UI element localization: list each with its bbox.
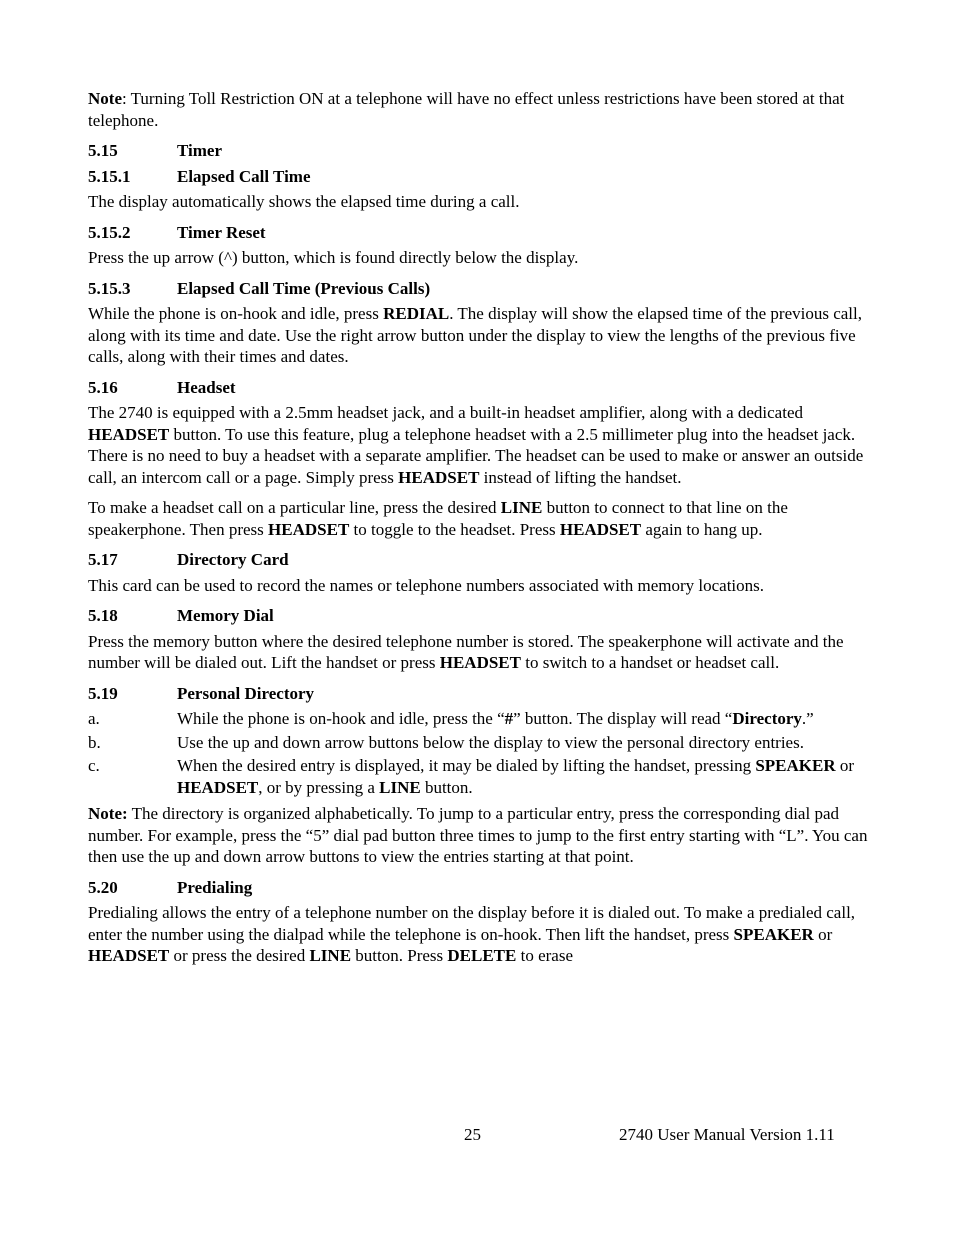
heading-5-19: 5.19 Personal Directory <box>88 683 315 703</box>
heading-5-15-3: 5.15.3 Elapsed Call Time (Previous Calls) <box>88 278 431 298</box>
heading-5-16: 5.16 Headset <box>88 377 236 397</box>
paragraph-5-18: Press the memory button where the desired telephone number is stored. The speakerphone will activate and the number will be dialed out. Lift the handset or press HEADSET to switch to a handset or headset call. <box>88 631 844 672</box>
directory-note: Note: The directory is organized alphabetically. To jump to a particular entry, press the corresponding dial pad number. For example, press the “5” dial pad button three times to jump to the first entry starting with “L”. You can then use the up and down arrow buttons to view the entries starting at that point. <box>88 804 868 866</box>
page-number: 25 <box>464 1125 481 1144</box>
heading-5-15-1: 5.15.1 Elapsed Call Time <box>88 166 311 186</box>
paragraph-5-16-a: The 2740 is equipped with a 2.5mm headset jack, and a built-in headset amplifier, along with a dedicated HEADSET button. To use this feature, plug a telephone headset with a 2.5 millimeter plug into the headset jack. There is no need to buy a headset with a separate amplifier. The headset can be used to make or answer an outside call, an intercom call or a page. Simply press HEADSET instead of lifting the handset. <box>88 403 864 487</box>
paragraph-5-15-1: The display automatically shows the elapsed time during a call. <box>88 192 520 211</box>
heading-5-18: 5.18 Memory Dial <box>88 606 274 625</box>
paragraph-5-16-b: To make a headset call on a particular line, press the desired LINE button to connect to that line on the speakerphone. Then press HEADSET to toggle to the headset. Press HEADSET again to hang up. <box>88 498 788 539</box>
paragraph-5-15-2: Press the up arrow (^) button, which is found directly below the display. <box>88 248 579 267</box>
paragraph-5-17: This card can be used to record the names or telephone numbers associated with memory locations. <box>88 575 765 595</box>
paragraph-5-20: Predialing allows the entry of a telephone number on the display before it is dialed out. To make a predialed call, enter the number using the dialpad while the telephone is on-hook. Then lift the handset, press SPEAKER or HEADSET or press the desired LINE button. Press DELETE to erase <box>88 903 856 965</box>
list-item-b: b. Use the up and down arrow buttons below the display to view the personal directory entries. <box>88 732 804 752</box>
manual-version: 2740 User Manual Version 1.11 <box>619 1125 835 1144</box>
heading-5-17: 5.17 Directory Card <box>88 550 289 569</box>
document-page <box>88 88 868 976</box>
note-label: Note <box>88 89 122 108</box>
heading-5-15: 5.15 Timer <box>88 141 223 160</box>
page-footer <box>0 1124 954 1146</box>
list-item-a: a. While the phone is on-hook and idle, press the “#” button. The display will read “Directory.” <box>88 709 814 728</box>
list-item-c: c. When the desired entry is displayed, it may be dialed by lifting the handset, pressing SPEAKER or HEADSET, or by pressing a LINE button. <box>88 756 855 797</box>
heading-5-15-2: 5.15.2 Timer Reset <box>88 222 266 242</box>
heading-5-20: 5.20 Predialing <box>88 877 253 897</box>
paragraph-5-15-3: While the phone is on-hook and idle, press REDIAL. The display will show the elapsed time of the previous call, along with its time and date. Use the right arrow button under the display to view the lengths of the previous five calls, along with their times and dates. <box>88 304 862 366</box>
toll-restriction-note: Note: Turning Toll Restriction ON at a telephone will have no effect unless restrictions have been stored at that telephone. <box>88 89 845 130</box>
